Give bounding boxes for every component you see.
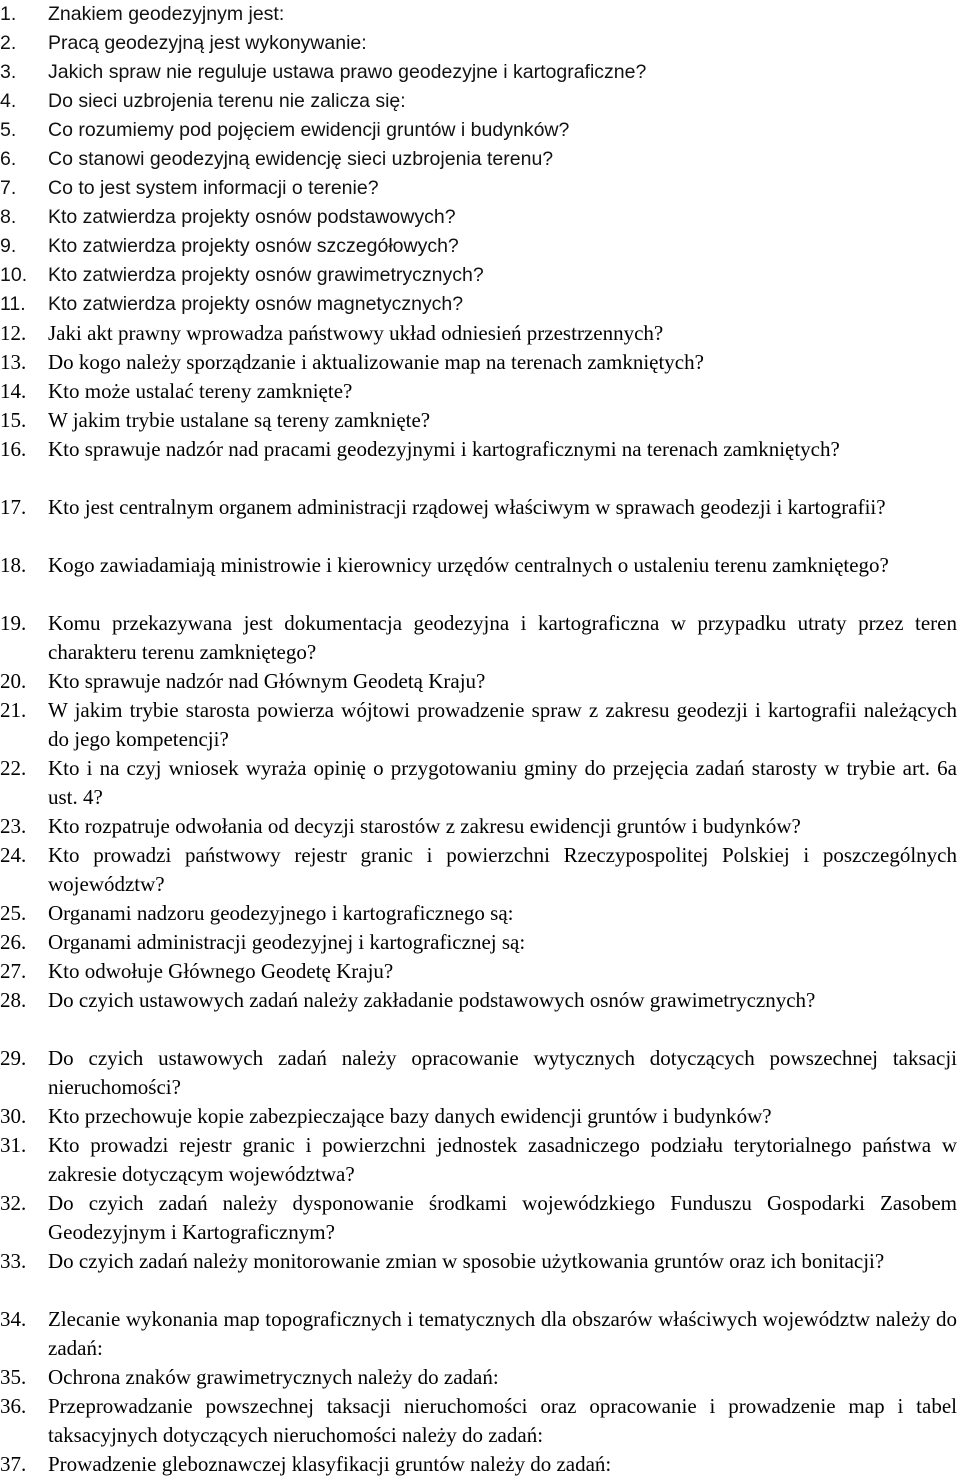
question-text: Kto sprawuje nadzór nad Głównym Geodetą Kraju? xyxy=(48,669,486,693)
question-number: 16. xyxy=(0,437,27,461)
question-number: 10. xyxy=(0,264,28,286)
question-text: Kto zatwierdza projekty osnów grawimetrycznych? xyxy=(48,264,484,286)
list-item xyxy=(0,261,957,290)
list-item xyxy=(0,551,957,609)
question-text: W jakim trybie ustalane są tereny zamknięte? xyxy=(48,408,431,432)
question-text: Do czyich zadań należy monitorowanie zmian w sposobie użytkowania gruntów oraz ich bonitacji? xyxy=(48,1249,885,1273)
question-number: 35. xyxy=(0,1365,27,1389)
question-number: 4. xyxy=(0,90,17,112)
question-text: Prowadzenie gleboznawczej klasyfikacji gruntów należy do zadań: xyxy=(48,1452,612,1476)
question-number: 1. xyxy=(0,3,17,25)
question-number: 15. xyxy=(0,408,27,432)
question-text: Do czyich ustawowych zadań należy zakładanie podstawowych osnów grawimetrycznych? xyxy=(48,988,816,1012)
question-text: Organami administracji geodezyjnej i kartograficznej są: xyxy=(48,930,526,954)
question-text: Kto odwołuje Głównego Geodetę Kraju? xyxy=(48,959,394,983)
question-text: Kto rozpatruje odwołania od decyzji starostów z zakresu ewidencji gruntów i budynków? xyxy=(48,814,801,838)
list-item xyxy=(0,377,957,406)
question-number: 31. xyxy=(0,1133,27,1157)
list-item xyxy=(0,1189,957,1247)
list-item xyxy=(0,1305,957,1363)
question-text: Kto sprawuje nadzór nad pracami geodezyjnymi i kartograficznymi na terenach zamkniętych? xyxy=(48,437,840,461)
list-item xyxy=(0,116,957,145)
list-item xyxy=(0,1247,957,1305)
list-item xyxy=(0,696,957,754)
list-item xyxy=(0,812,957,841)
list-item xyxy=(0,841,957,899)
list-item xyxy=(0,87,957,116)
question-number: 9. xyxy=(0,235,17,257)
question-number: 26. xyxy=(0,930,27,954)
list-item xyxy=(0,1363,957,1392)
question-text: Kto zatwierdza projekty osnów magnetycznych? xyxy=(48,293,464,315)
question-text: Kto prowadzi państwowy rejestr granic i powierzchni Rzeczypospolitej Polskiej i poszczególnych województw? xyxy=(48,843,957,896)
list-item xyxy=(0,290,957,319)
question-text: Kogo zawiadamiają ministrowie i kierownicy urzędów centralnych o ustaleniu terenu zamkniętego? xyxy=(48,553,889,577)
question-number: 22. xyxy=(0,756,27,780)
question-number: 36. xyxy=(0,1394,27,1418)
question-text: Ochrona znaków grawimetrycznych należy do zadań: xyxy=(48,1365,499,1389)
question-text: Kto zatwierdza projekty osnów szczegółowych? xyxy=(48,235,459,257)
list-item xyxy=(0,1102,957,1131)
question-text: Kto przechowuje kopie zabezpieczające bazy danych ewidencji gruntów i budynków? xyxy=(48,1104,772,1128)
list-item xyxy=(0,754,957,812)
list-item xyxy=(0,319,957,348)
question-number: 8. xyxy=(0,206,17,228)
question-text: Zlecanie wykonania map topograficznych i tematycznych dla obszarów właściwych województw należy do zadań: xyxy=(48,1307,957,1360)
list-item xyxy=(0,174,957,203)
question-text: Jaki akt prawny wprowadza państwowy układ odniesień przestrzennych? xyxy=(48,321,664,345)
question-text: Kto prowadzi rejestr granic i powierzchni jednostek zasadniczego podziału terytorialnego państwa w zakresie dotyczącym województwa? xyxy=(48,1133,957,1186)
list-item xyxy=(0,29,957,58)
list-item xyxy=(0,1450,957,1479)
list-item xyxy=(0,1131,957,1189)
list-item xyxy=(0,0,957,29)
question-text: Przeprowadzanie powszechnej taksacji nieruchomości oraz opracowanie i prowadzenie map i tabel taksacyjnych dotyczących nieruchomości należy do zadań: xyxy=(48,1394,957,1447)
question-number: 27. xyxy=(0,959,27,983)
question-number: 13. xyxy=(0,350,27,374)
list-item xyxy=(0,348,957,377)
question-number: 20. xyxy=(0,669,27,693)
question-text: Do kogo należy sporządzanie i aktualizowanie map na terenach zamkniętych? xyxy=(48,350,704,374)
question-text: Co to jest system informacji o terenie? xyxy=(48,177,379,199)
question-text: Kto zatwierdza projekty osnów podstawowych? xyxy=(48,206,456,228)
question-text: Znakiem geodezyjnym jest: xyxy=(48,3,285,25)
question-text: Co stanowi geodezyjną ewidencję sieci uzbrojenia terenu? xyxy=(48,148,554,170)
question-number: 28. xyxy=(0,988,27,1012)
question-text: Kto jest centralnym organem administracji rządowej właściwym w sprawach geodezji i kartografii? xyxy=(48,495,886,519)
question-number: 34. xyxy=(0,1307,27,1331)
question-text: Do czyich zadań należy dysponowanie środkami wojewódzkiego Funduszu Gospodarki Zasobem Geodezyjnym i Kartograficznym? xyxy=(48,1191,957,1244)
question-number: 14. xyxy=(0,379,27,403)
question-text: Kto i na czyj wniosek wyraża opinię o przygotowaniu gminy do przejęcia zadań starosty w trybie art. 6a ust. 4? xyxy=(48,756,957,809)
question-number: 19. xyxy=(0,611,27,635)
question-number: 33. xyxy=(0,1249,27,1273)
question-text: Co rozumiemy pod pojęciem ewidencji gruntów i budynków? xyxy=(48,119,570,141)
list-item xyxy=(0,928,957,957)
list-item xyxy=(0,493,957,551)
question-number: 23. xyxy=(0,814,27,838)
list-item xyxy=(0,435,957,493)
list-item xyxy=(0,957,957,986)
question-number: 17. xyxy=(0,495,27,519)
question-text: W jakim trybie starosta powierza wójtowi prowadzenie spraw z zakresu geodezji i kartografii należących do jego kompetencji? xyxy=(48,698,957,751)
question-text: Jakich spraw nie reguluje ustawa prawo geodezyjne i kartograficzne? xyxy=(48,61,647,83)
question-number: 11. xyxy=(0,293,26,315)
question-number: 24. xyxy=(0,843,27,867)
question-number: 30. xyxy=(0,1104,27,1128)
question-text: Kto może ustalać tereny zamknięte? xyxy=(48,379,353,403)
list-item xyxy=(0,1044,957,1102)
question-text: Organami nadzoru geodezyjnego i kartograficznego są: xyxy=(48,901,514,925)
list-item xyxy=(0,406,957,435)
question-number: 25. xyxy=(0,901,27,925)
question-number: 18. xyxy=(0,553,27,577)
question-number: 32. xyxy=(0,1191,27,1215)
list-item xyxy=(0,667,957,696)
question-text: Pracą geodezyjną jest wykonywanie: xyxy=(48,32,367,54)
question-number: 6. xyxy=(0,148,17,170)
question-number: 7. xyxy=(0,177,17,199)
question-number: 21. xyxy=(0,698,27,722)
list-item xyxy=(0,58,957,87)
question-number: 2. xyxy=(0,32,17,54)
question-number: 5. xyxy=(0,119,17,141)
question-text: Komu przekazywana jest dokumentacja geodezyjna i kartograficzna w przypadku utraty przez teren charakteru terenu zamkniętego? xyxy=(48,611,957,664)
list-item xyxy=(0,1392,957,1450)
question-number: 37. xyxy=(0,1452,27,1476)
question-text: Do sieci uzbrojenia terenu nie zalicza się: xyxy=(48,90,406,112)
question-number: 29. xyxy=(0,1046,27,1070)
list-item xyxy=(0,232,957,261)
list-item xyxy=(0,145,957,174)
question-number: 12. xyxy=(0,321,27,345)
list-item xyxy=(0,609,957,667)
list-item xyxy=(0,203,957,232)
list-item xyxy=(0,986,957,1044)
question-number: 3. xyxy=(0,61,17,83)
list-item xyxy=(0,899,957,928)
question-text: Do czyich ustawowych zadań należy opracowanie wytycznych dotyczących powszechnej taksacji nieruchomości? xyxy=(48,1046,957,1099)
